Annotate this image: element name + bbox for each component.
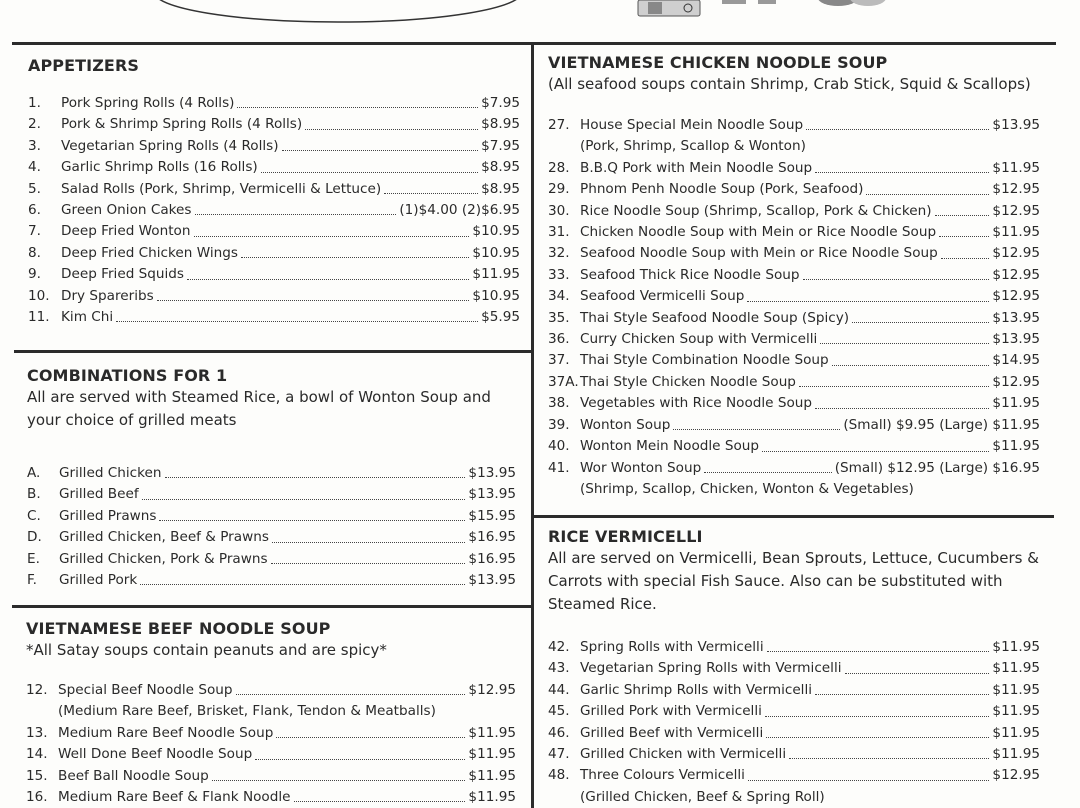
dot-leader — [815, 172, 989, 173]
menu-item — [28, 93, 520, 114]
dot-leader — [194, 236, 470, 237]
item-number: 47. — [548, 746, 570, 763]
item-price: $11.95 — [992, 746, 1040, 763]
item-price: $5.95 — [481, 309, 520, 326]
item-number: 37. — [548, 352, 570, 369]
item-number: 39. — [548, 416, 570, 433]
item-name: Seafood Vermicelli Soup — [580, 288, 745, 305]
beef-soup-description: *All Satay soups contain peanuts and are spicy* — [26, 641, 387, 659]
dot-leader — [212, 780, 466, 781]
item-name: Deep Fried Wonton — [61, 223, 191, 240]
item-name: Medium Rare Beef & Flank Noodle — [58, 789, 291, 806]
item-name: Spring Rolls with Vermicelli — [580, 639, 764, 655]
menu-item — [548, 744, 1040, 765]
item-number: 1. — [28, 95, 41, 111]
dot-leader — [789, 758, 989, 759]
item-name: B.B.Q Pork with Mein Noodle Soup — [580, 159, 813, 176]
menu-item — [548, 350, 1040, 371]
item-number: 30. — [548, 202, 570, 219]
item-price: $11.95 — [468, 746, 516, 763]
vermicelli-list — [548, 637, 1040, 808]
item-price: $16.95 — [468, 529, 516, 546]
item-name: Wonton Soup — [580, 416, 671, 433]
item-price: $11.95 — [472, 266, 520, 283]
menu-item — [548, 436, 1040, 457]
appetizers-list — [28, 93, 520, 328]
item-name: Grilled Beef with Vermicelli — [580, 724, 764, 741]
brand-mark-icon — [722, 0, 776, 4]
dot-leader — [767, 651, 990, 652]
item-price: $11.95 — [992, 724, 1040, 741]
chicken-soup-list — [548, 115, 1040, 500]
menu-item — [26, 680, 516, 701]
item-name: Thai Style Chicken Noodle Soup — [580, 373, 796, 390]
item-price: $16.95 — [468, 550, 516, 567]
dot-leader — [271, 563, 466, 564]
item-number: 7. — [28, 223, 41, 240]
vermicelli-title: RICE VERMICELLI — [548, 527, 703, 546]
vermicelli-section — [548, 527, 1040, 805]
item-price: (Small) $12.95 (Large) $16.95 — [834, 459, 1040, 476]
item-number: 4. — [28, 159, 41, 176]
item-note: (Grilled Chicken, Beef & Spring Roll) — [580, 788, 825, 805]
item-name: Wonton Mein Noodle Soup — [580, 438, 760, 455]
item-name: Vegetarian Spring Rolls (4 Rolls) — [61, 137, 279, 154]
item-name: House Special Mein Noodle Soup — [580, 117, 804, 133]
dot-leader — [282, 150, 479, 151]
item-price: $11.95 — [468, 724, 516, 741]
item-price: $12.95 — [992, 245, 1040, 262]
item-price: $10.95 — [472, 223, 520, 240]
menu-item — [28, 221, 520, 242]
combinations-description: All are served with Steamed Rice, a bowl of Wonton Soup and your choice of grilled meats — [27, 388, 491, 429]
item-number: 42. — [548, 639, 570, 655]
item-price: $8.95 — [481, 159, 520, 176]
dot-leader — [673, 429, 840, 430]
item-price: $11.95 — [468, 789, 516, 806]
item-number: 31. — [548, 224, 570, 241]
item-number: 32. — [548, 245, 570, 262]
item-price: $11.95 — [992, 660, 1040, 677]
item-price: $11.95 — [992, 681, 1040, 698]
item-price: $10.95 — [472, 287, 520, 304]
dot-leader — [157, 300, 470, 301]
menu-item — [28, 114, 520, 135]
item-price: $14.95 — [992, 352, 1040, 369]
badge-icon — [638, 0, 700, 16]
item-price: $8.95 — [481, 116, 520, 133]
item-price: $12.95 — [992, 288, 1040, 305]
item-name: Grilled Prawns — [59, 507, 157, 524]
menu-item — [548, 458, 1040, 479]
dot-leader — [852, 322, 989, 323]
menu-item — [548, 372, 1040, 393]
item-price: $13.95 — [468, 465, 516, 481]
item-price: $11.95 — [992, 395, 1040, 412]
item-name: Grilled Beef — [59, 486, 139, 503]
menu-item — [548, 222, 1040, 243]
item-number: 14. — [26, 746, 48, 763]
menu-item — [27, 527, 516, 548]
dot-leader — [241, 257, 469, 258]
item-price: $11.95 — [468, 767, 516, 784]
item-price: $13.95 — [992, 309, 1040, 326]
item-number: 13. — [26, 724, 48, 741]
header-decoration — [0, 0, 1080, 30]
dot-leader — [806, 129, 989, 130]
item-number: 45. — [548, 703, 570, 720]
item-price: $8.95 — [481, 180, 520, 197]
beef-soup-title: VIETNAMESE BEEF NOODLE SOUP — [26, 619, 331, 638]
item-number: 48. — [548, 767, 570, 784]
menu-item — [28, 200, 520, 221]
dot-leader — [815, 408, 989, 409]
menu-item — [548, 265, 1040, 286]
item-number: 35. — [548, 309, 570, 326]
menu-item — [28, 243, 520, 264]
item-price: $7.95 — [481, 137, 520, 154]
menu-item — [26, 723, 516, 744]
item-number: 29. — [548, 181, 570, 198]
item-number: D. — [27, 529, 42, 546]
dot-leader — [140, 584, 465, 585]
item-number: 34. — [548, 288, 570, 305]
item-name: Beef Ball Noodle Soup — [58, 767, 209, 784]
item-number: 2. — [28, 116, 41, 133]
menu-item — [548, 637, 1040, 658]
item-number: 11. — [28, 309, 50, 326]
dot-leader — [159, 520, 465, 521]
menu-item — [548, 723, 1040, 744]
item-number: 36. — [548, 331, 570, 348]
item-note: (Pork, Shrimp, Scallop & Wonton) — [580, 138, 806, 155]
menu-item — [548, 179, 1040, 200]
column-divider — [531, 42, 534, 808]
item-price: $11.95 — [992, 438, 1040, 455]
dot-leader — [747, 301, 989, 302]
item-name: Three Colours Vermicelli — [580, 767, 745, 784]
item-price: $15.95 — [468, 507, 516, 524]
item-price: (1)$4.00 (2)$6.95 — [399, 202, 520, 219]
chicken-soup-description: (All seafood soups contain Shrimp, Crab Stick, Squid & Scallops) — [548, 75, 1031, 93]
item-number: A. — [27, 465, 41, 481]
item-number: B. — [27, 486, 41, 503]
dot-leader — [939, 236, 989, 237]
item-number: 15. — [26, 767, 48, 784]
item-number: F. — [27, 572, 37, 589]
menu-item — [28, 307, 520, 328]
left-divider-1 — [14, 350, 532, 353]
menu-item — [548, 115, 1040, 136]
dot-leader — [305, 129, 478, 130]
combinations-list — [27, 463, 516, 591]
menu-item — [548, 765, 1040, 786]
item-name: Grilled Pork with Vermicelli — [580, 703, 762, 720]
dot-leader — [762, 451, 989, 452]
menu-item — [548, 286, 1040, 307]
menu-item — [548, 658, 1040, 679]
item-price: $11.95 — [992, 639, 1040, 655]
item-name: Grilled Chicken, Beef & Prawns — [59, 529, 269, 546]
dot-leader — [748, 780, 990, 781]
item-price: $12.95 — [468, 682, 516, 698]
item-number: 6. — [28, 202, 41, 219]
chicken-soup-section — [548, 53, 1040, 497]
menu-item — [27, 484, 516, 505]
combinations-section — [27, 366, 519, 589]
dot-leader — [116, 321, 478, 322]
item-name: Deep Fried Chicken Wings — [61, 244, 238, 261]
menu-item — [548, 243, 1040, 264]
item-name: Grilled Chicken, Pork & Prawns — [59, 550, 268, 567]
item-name: Rice Noodle Soup (Shrimp, Scallop, Pork & Chicken) — [580, 202, 932, 219]
item-number: 38. — [548, 395, 570, 412]
menu-item — [27, 570, 516, 591]
item-number: 40. — [548, 438, 570, 455]
item-name: Wor Wonton Soup — [580, 459, 702, 476]
item-price: $13.95 — [468, 486, 516, 503]
appetizers-section — [28, 56, 520, 326]
menu-item — [26, 744, 516, 765]
item-name: Grilled Chicken with Vermicelli — [580, 746, 787, 763]
menu-item — [548, 201, 1040, 222]
item-price: $11.95 — [992, 703, 1040, 720]
menu-item — [28, 136, 520, 157]
dot-leader — [866, 194, 989, 195]
item-price: $13.95 — [468, 572, 516, 589]
item-name: Thai Style Seafood Noodle Soup (Spicy) — [580, 309, 850, 326]
vermicelli-description: All are served on Vermicelli, Bean Sprouts, Lettuce, Cucumbers & Carrots with special Fish Sauce. Also can be substituted with Steamed Rice. — [548, 549, 1039, 613]
item-number: 16. — [26, 789, 48, 806]
item-number: 43. — [548, 660, 570, 677]
item-price: $7.95 — [481, 95, 520, 111]
menu-item — [27, 463, 516, 484]
dot-leader — [384, 193, 478, 194]
item-number: 44. — [548, 681, 570, 698]
item-number: 3. — [28, 137, 41, 154]
item-number: 28. — [548, 159, 570, 176]
left-divider-2 — [12, 605, 532, 608]
dot-leader — [142, 499, 466, 500]
menu-item — [28, 157, 520, 178]
menu-item — [548, 329, 1040, 350]
item-name: Phnom Penh Noodle Soup (Pork, Seafood) — [580, 181, 864, 198]
dot-leader — [195, 214, 397, 215]
menu-item — [28, 264, 520, 285]
item-number: 37A. — [548, 373, 579, 390]
item-number: E. — [27, 550, 40, 567]
item-price: $12.95 — [992, 373, 1040, 390]
menu-item — [27, 549, 516, 570]
dot-leader — [820, 343, 989, 344]
item-name: Salad Rolls (Pork, Shrimp, Vermicelli & Lettuce) — [61, 180, 382, 197]
item-price: $12.95 — [992, 181, 1040, 198]
item-name: Vegetarian Spring Rolls with Vermicelli — [580, 660, 842, 677]
item-name: Pork & Shrimp Spring Rolls (4 Rolls) — [61, 116, 303, 133]
item-number: 27. — [548, 117, 570, 133]
dot-leader — [803, 279, 990, 280]
item-name: Chicken Noodle Soup with Mein or Rice Noodle Soup — [580, 224, 937, 241]
item-name: Deep Fried Squids — [61, 266, 185, 283]
item-name: Seafood Thick Rice Noodle Soup — [580, 266, 800, 283]
item-number: 8. — [28, 244, 41, 261]
item-note: (Shrimp, Scallop, Chicken, Wonton & Vegetables) — [580, 480, 914, 497]
item-note: (Medium Rare Beef, Brisket, Flank, Tendon & Meatballs) — [58, 703, 436, 720]
menu-item — [548, 158, 1040, 179]
dot-leader — [815, 694, 989, 695]
item-name: Well Done Beef Noodle Soup — [58, 746, 253, 763]
dot-leader — [765, 716, 990, 717]
dot-leader — [935, 215, 990, 216]
item-price: $12.95 — [992, 202, 1040, 219]
item-number: 46. — [548, 724, 570, 741]
item-number: 9. — [28, 266, 41, 283]
item-price: $13.95 — [992, 117, 1040, 133]
item-name: Seafood Noodle Soup with Mein or Rice Noodle Soup — [580, 245, 938, 262]
item-number: 10. — [28, 287, 50, 304]
beef-soup-list — [26, 680, 516, 808]
dot-leader — [704, 472, 831, 473]
item-name: Grilled Pork — [59, 572, 138, 589]
item-number: 5. — [28, 180, 41, 197]
dot-leader — [276, 737, 465, 738]
menu-item — [548, 415, 1040, 436]
menu-item — [548, 393, 1040, 414]
logo-oval — [154, 0, 522, 22]
menu-item — [26, 766, 516, 787]
dot-leader — [255, 759, 465, 760]
menu-item — [548, 308, 1040, 329]
menu-item — [548, 701, 1040, 722]
item-price: $11.95 — [992, 159, 1040, 176]
item-name: Special Beef Noodle Soup — [58, 682, 233, 698]
item-name: Vegetables with Rice Noodle Soup — [580, 395, 813, 412]
top-rule — [12, 42, 1056, 45]
item-name: Thai Style Combination Noodle Soup — [580, 352, 829, 369]
item-name: Pork Spring Rolls (4 Rolls) — [61, 95, 235, 111]
menu-item — [28, 286, 520, 307]
item-number: 41. — [548, 459, 570, 476]
item-name: Dry Spareribs — [61, 287, 154, 304]
dot-leader — [165, 477, 466, 478]
dot-leader — [941, 258, 990, 259]
item-name: Garlic Shrimp Rolls with Vermicelli — [580, 681, 813, 698]
dot-leader — [261, 172, 478, 173]
item-name: Grilled Chicken — [59, 465, 162, 481]
item-price: $12.95 — [992, 767, 1040, 784]
item-number: C. — [27, 507, 41, 524]
dot-leader — [236, 694, 466, 695]
right-divider-1 — [533, 515, 1054, 518]
dot-leader — [187, 279, 469, 280]
item-number: 33. — [548, 266, 570, 283]
appetizers-title: APPETIZERS — [28, 56, 140, 75]
beef-soup-section — [26, 619, 518, 806]
item-name: Curry Chicken Soup with Vermicelli — [580, 331, 818, 348]
item-name: Kim Chi — [61, 309, 114, 326]
menu-item — [27, 506, 516, 527]
dot-leader — [272, 542, 466, 543]
item-price: $11.95 — [992, 224, 1040, 241]
item-price: $10.95 — [472, 244, 520, 261]
menu-item — [28, 179, 520, 200]
item-number: 12. — [26, 682, 48, 698]
item-name: Medium Rare Beef Noodle Soup — [58, 724, 274, 741]
dot-leader — [294, 801, 466, 802]
item-price: $12.95 — [992, 266, 1040, 283]
item-price: $13.95 — [992, 331, 1040, 348]
chicken-soup-title: VIETNAMESE CHICKEN NOODLE SOUP — [548, 53, 888, 72]
menu-item — [26, 787, 516, 808]
combinations-title: COMBINATIONS FOR 1 — [27, 366, 228, 385]
dot-leader — [766, 737, 989, 738]
item-name: Green Onion Cakes — [61, 202, 192, 219]
dot-leader — [799, 386, 989, 387]
item-price: (Small) $9.95 (Large) $11.95 — [843, 416, 1040, 433]
menu-item — [548, 680, 1040, 701]
dot-leader — [832, 365, 990, 366]
dot-leader — [845, 673, 990, 674]
dot-leader — [237, 107, 478, 108]
item-name: Garlic Shrimp Rolls (16 Rolls) — [61, 159, 258, 176]
